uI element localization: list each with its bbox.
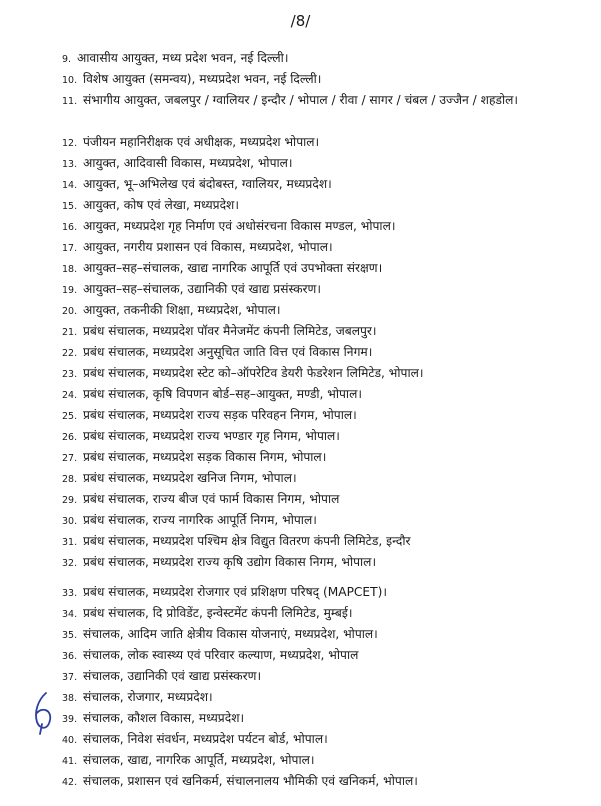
list-item — [62, 428, 582, 446]
item-text: संभागीय आयुक्त, जबलपुर / ग्वालियर / इन्दौर / भोपाल / रीवा / सागर / चंबल / उज्जैन / शहडोल। — [82, 93, 518, 107]
list-item — [62, 710, 582, 728]
item-text: प्रबंध संचालक, मध्यप्रदेश रोजगार एवं प्रशिक्षण परिषद् (MAPCET)। — [82, 585, 387, 599]
item-text: प्रबंध संचालक, मध्यप्रदेश स्टेट को–ऑपरेटिव डेयरी फेडरेशन लिमिटेड, भोपाल। — [82, 366, 424, 380]
item-number: 27. — [62, 453, 78, 464]
list-item — [62, 491, 582, 509]
item-number: 21. — [62, 327, 78, 338]
list-item — [62, 773, 582, 791]
item-number: 23. — [62, 369, 78, 380]
item-text: प्रबंध संचालक, कृषि विपणन बोर्ड–सह–आयुक्त, मण्डी, भोपाल। — [82, 387, 362, 401]
item-number: 19. — [62, 285, 78, 296]
list-item — [62, 584, 582, 602]
item-text: पंजीयन महानिरीक्षक एवं अधीक्षक, मध्यप्रदेश भोपाल। — [82, 135, 320, 149]
item-number: 22. — [62, 348, 78, 359]
item-number: 40. — [62, 735, 78, 746]
item-text: प्रबंध संचालक, मध्यप्रदेश राज्य कृषि उद्योग विकास निगम, भोपाल। — [82, 555, 377, 569]
list-item — [62, 302, 582, 320]
item-number: 9. — [62, 54, 72, 65]
list-item — [62, 554, 582, 572]
item-text: प्रबंध संचालक, मध्यप्रदेश राज्य भण्डार गृह निगम, भोपाल। — [82, 429, 340, 443]
item-number: 14. — [62, 180, 78, 191]
item-number: 35. — [62, 630, 78, 641]
item-number: 32. — [62, 558, 78, 569]
item-text: संचालक, निवेश संवर्धन, मध्यप्रदेश पर्यटन बोर्ड, भोपाल। — [82, 732, 328, 746]
list-item — [62, 197, 582, 215]
list-item — [62, 365, 582, 383]
item-text: संचालक, आदिम जाति क्षेत्रीय विकास योजनाएं, मध्यप्रदेश, भोपाल। — [82, 627, 378, 641]
item-text: आवासीय आयुक्त, मध्य प्रदेश भवन, नई दिल्ली। — [76, 51, 289, 65]
item-text: आयुक्त–सह–संचालक, उद्यानिकी एवं खाद्य प्रसंस्करण। — [82, 282, 321, 296]
item-text: आयुक्त–सह–संचालक, खाद्य नागरिक आपूर्ति एवं उपभोक्ता संरक्षण। — [82, 261, 383, 275]
list-item — [62, 50, 582, 68]
list-item — [62, 449, 582, 467]
item-text: प्रबंध संचालक, दि प्रोविडेंट, इन्वेस्टमेंट कंपनी लिमिटेड, मुम्बई। — [82, 606, 353, 620]
item-text: प्रबंध संचालक, राज्य बीज एवं फार्म विकास निगम, भोपाल — [82, 492, 340, 506]
item-number: 13. — [62, 159, 78, 170]
item-number: 18. — [62, 264, 78, 275]
item-text: संचालक, रोजगार, मध्यप्रदेश। — [82, 690, 213, 704]
item-text: संचालक, खाद्य, नागरिक आपूर्ति, मध्यप्रदेश, भोपाल। — [82, 753, 315, 767]
item-text: प्रबंध संचालक, मध्यप्रदेश सड़क विकास निगम, भोपाल। — [82, 450, 327, 464]
item-number: 17. — [62, 243, 78, 254]
item-number: 28. — [62, 474, 78, 485]
item-text: प्रबंध संचालक, मध्यप्रदेश पॉवर मैनेजमेंट कंपनी लिमिटेड, जबलपुर। — [82, 324, 377, 338]
list-item — [62, 668, 582, 686]
list-item — [62, 386, 582, 404]
item-text: प्रबंध संचालक, मध्यप्रदेश अनुसूचित जाति वित्त एवं विकास निगम। — [82, 345, 373, 359]
list-item — [62, 533, 582, 551]
item-number: 12. — [62, 138, 78, 149]
item-text: संचालक, कौशल विकास, मध्यप्रदेश। — [82, 711, 245, 725]
list-item — [62, 626, 582, 644]
item-number: 16. — [62, 222, 78, 233]
item-text: आयुक्त, आदिवासी विकास, मध्यप्रदेश, भोपाल। — [82, 156, 293, 170]
item-text: संचालक, लोक स्वास्थ्य एवं परिवार कल्याण, मध्यप्रदेश, भोपाल — [82, 648, 359, 662]
item-text: आयुक्त, कोष एवं लेखा, मध्यप्रदेश। — [82, 198, 239, 212]
page-number: /8/ — [290, 12, 311, 30]
item-text: प्रबंध संचालक, मध्यप्रदेश खनिज निगम, भोपाल। — [82, 471, 297, 485]
item-number: 38. — [62, 693, 78, 704]
item-number: 37. — [62, 672, 78, 683]
list-item — [62, 176, 582, 194]
item-text: आयुक्त, भू–अभिलेख एवं बंदोबस्त, ग्वालियर, मध्यप्रदेश। — [82, 177, 332, 191]
list-item — [62, 344, 582, 362]
item-number: 15. — [62, 201, 78, 212]
list-item — [62, 689, 582, 707]
list-item — [62, 218, 582, 236]
item-number: 42. — [62, 777, 78, 788]
list-item — [62, 134, 582, 152]
list-item — [62, 407, 582, 425]
item-text: आयुक्त, तकनीकी शिक्षा, मध्यप्रदेश, भोपाल। — [82, 303, 281, 317]
list-item — [62, 605, 582, 623]
item-text: संचालक, उद्यानिकी एवं खाद्य प्रसंस्करण। — [82, 669, 262, 683]
item-number: 34. — [62, 609, 78, 620]
list-item — [62, 323, 582, 341]
item-number: 25. — [62, 411, 78, 422]
item-number: 10. — [62, 75, 78, 86]
list-item — [62, 281, 582, 299]
item-text: संचालक, प्रशासन एवं खनिकर्म, संचालनालय भौमिकी एवं खनिकर्म, भोपाल। — [82, 774, 418, 788]
list-item — [62, 92, 547, 110]
list-item — [62, 71, 582, 89]
list-item — [62, 470, 582, 488]
list-item — [62, 752, 582, 770]
item-text: विशेष आयुक्त (समन्वय), मध्यप्रदेश भवन, नई दिल्ली। — [82, 72, 322, 86]
item-text: प्रबंध संचालक, मध्यप्रदेश पश्चिम क्षेत्र विद्युत वितरण कंपनी लिमिटेड, इन्दौर — [82, 534, 411, 548]
item-number: 20. — [62, 306, 78, 317]
item-number: 41. — [62, 756, 78, 767]
item-number: 26. — [62, 432, 78, 443]
item-text: आयुक्त, मध्यप्रदेश गृह निर्माण एवं अधोसंरचना विकास मण्डल, भोपाल। — [82, 219, 396, 233]
item-number: 30. — [62, 516, 78, 527]
item-number: 36. — [62, 651, 78, 662]
item-number: 31. — [62, 537, 78, 548]
item-number: 33. — [62, 588, 78, 599]
list-item — [62, 260, 582, 278]
item-number: 11. — [62, 96, 78, 107]
list-item — [62, 647, 582, 665]
item-number: 39. — [62, 714, 78, 725]
signature-mark — [28, 690, 58, 736]
list-item — [62, 239, 582, 257]
item-text: प्रबंध संचालक, राज्य नागरिक आपूर्ति निगम, भोपाल। — [82, 513, 317, 527]
item-number: 24. — [62, 390, 78, 401]
item-text: प्रबंध संचालक, मध्यप्रदेश राज्य सड़क परिवहन निगम, भोपाल। — [82, 408, 357, 422]
item-text: आयुक्त, नगरीय प्रशासन एवं विकास, मध्यप्रदेश, भोपाल। — [82, 240, 333, 254]
item-number: 29. — [62, 495, 78, 506]
list-item — [62, 731, 582, 749]
list-item — [62, 155, 582, 173]
list-item — [62, 512, 582, 530]
